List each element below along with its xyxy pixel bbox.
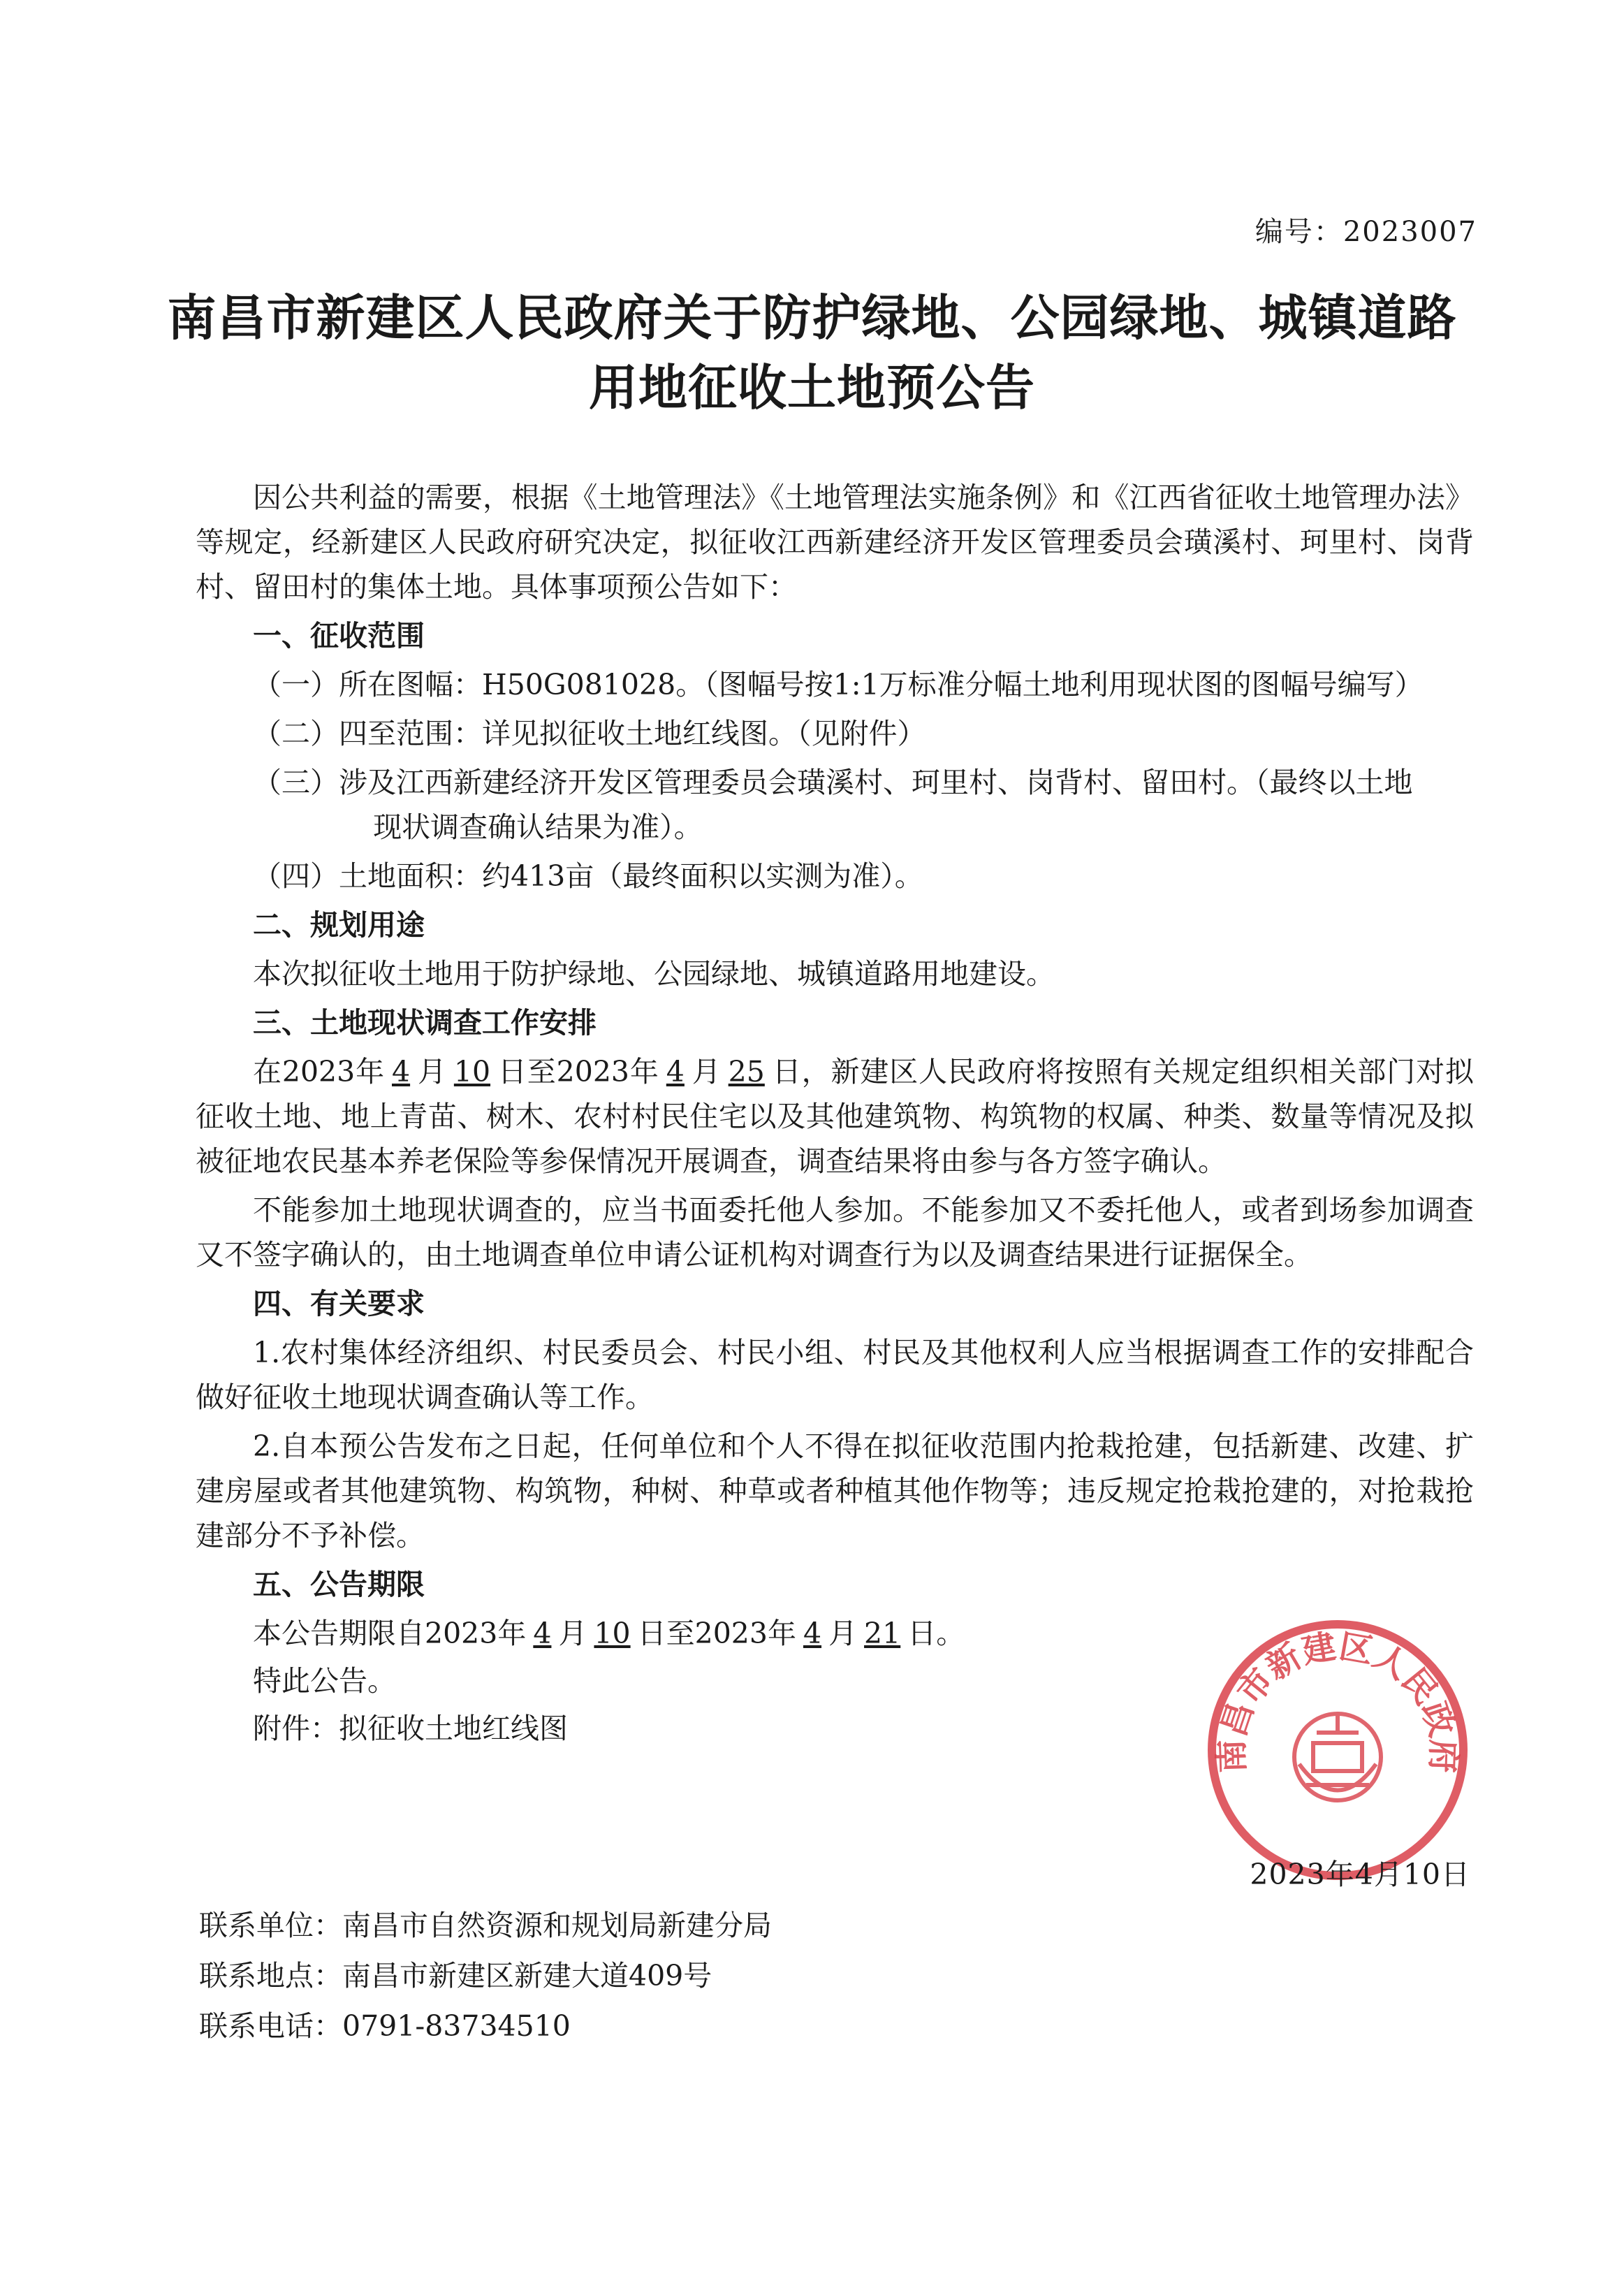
issue-date: 2023年4月10日 [1250,1858,1470,1891]
underlined-day: 10 [594,1617,631,1650]
underlined-month: 4 [666,1055,685,1088]
underlined-month: 4 [803,1617,822,1650]
section-4-paragraph-2: 2.自本预公告发布之日起，任何单位和个人不得在拟征收范围内抢栽抢建，包括新建、改建、扩建房屋或者其他建筑物、构筑物，种树、种草或者种植其他作物等；违反规定抢栽抢建的，对抢栽抢建部分不予补偿。 [196,1429,1474,1552]
seal-text: 南昌市新建区人民政府 [1212,1626,1463,1774]
closing-text: 特此公告。 [253,1664,396,1698]
section-5-heading: 五、公告期限 [253,1568,425,1601]
underlined-month: 4 [392,1055,411,1088]
svg-text:南昌市新建区人民政府 [1212,1627,1463,1774]
attachment-text: 附件：拟征收土地红线图 [253,1712,568,1745]
text-run: 日，新建区人民政府将按照有关规定组织相关部门对拟征收土地、地上青苗、树木、农村村民住宅以及其他建筑物、构筑物的权属、种类、数量等情况及拟被征地农民基本养老保险等参保情况开展调查，调查结果将由参与各方签字确认。 [196,1055,1475,1178]
text-run: 日至2023年 [497,1055,659,1088]
underlined-day: 21 [864,1617,901,1650]
document-title [140,283,1484,423]
section-1-item-3-line-2: 现状调查确认结果为准）。 [373,810,703,844]
section-1-item-4: （四）土地面积：约413亩（最终面积以实测为准）。 [253,859,923,893]
section-1-item-1: （一）所在图幅：H50G081028。（图幅号按1:1万标准分幅土地利用现状图的图幅号编写） [253,668,1424,701]
section-4-paragraph-1: 1.农村集体经济组织、村民委员会、村民小组、村民及其他权利人应当根据调查工作的安排配合做好征收土地现状调查确认等工作。 [196,1336,1474,1414]
text-run: 在2023年 [253,1055,385,1088]
section-1-item-2: （二）四至范围：详见拟征收土地红线图。（见附件） [253,717,926,750]
section-1-heading: 一、征收范围 [253,619,425,653]
contact-address: 联系地点：南昌市新建区新建大道409号 [199,1959,712,1992]
underlined-day: 25 [728,1055,765,1088]
underlined-day: 10 [453,1055,491,1088]
section-2-text: 本次拟征收土地用于防护绿地、公园绿地、城镇道路用地建设。 [253,957,1055,991]
document-number: 编号：2023007 [1254,216,1477,248]
contact-phone: 联系电话：0791-83734510 [199,2009,571,2043]
section-3-paragraph-2: 不能参加土地现状调查的，应当书面委托他人参加。不能参加又不委托他人，或者到场参加调查又不签字确认的，由土地调查单位申请公证机构对调查行为以及调查结果进行证据保全。 [196,1193,1474,1272]
title-line-2: 用地征收土地预公告 [589,358,1035,416]
section-4-heading: 四、有关要求 [253,1287,425,1320]
document-body [196,475,1474,1754]
text-run: 月 [828,1617,858,1650]
section-1-item-3-line-1: （三）涉及江西新建经济开发区管理委员会璜溪村、珂里村、岗背村、留田村。（最终以土地 [253,766,1413,799]
text-run: 本公告期限自2023年 [253,1617,527,1650]
text-run: 月 [691,1055,722,1088]
section-2-heading: 二、规划用途 [253,908,425,942]
section-1-item-3 [196,760,1474,850]
section-3-heading: 三、土地现状调查工作安排 [253,1006,597,1040]
text-run: 日。 [907,1617,965,1650]
text-run: 月 [417,1055,447,1088]
text-run: 月 [558,1617,587,1650]
text-run: 日至2023年 [637,1617,796,1650]
intro-paragraph: 因公共利益的需要，根据《土地管理法》《土地管理法实施条例》和《江西省征收土地管理办法》等规定，经新建区人民政府研究决定，拟征收江西新建经济开发区管理委员会璜溪村、珂里村、岗背村、留田村的集体土地。具体事项预公告如下： [196,481,1474,604]
official-seal [1201,1614,1474,1886]
section-3-paragraph-1 [196,1049,1474,1183]
contact-unit: 联系单位：南昌市自然资源和规划局新建分局 [199,1909,772,1942]
title-line-1: 南昌市新建区人民政府关于防护绿地、公园绿地、城镇道路 [167,289,1457,347]
emblem-icon [1294,1714,1381,1800]
contact-info [199,1900,772,2051]
underlined-month: 4 [533,1617,552,1650]
